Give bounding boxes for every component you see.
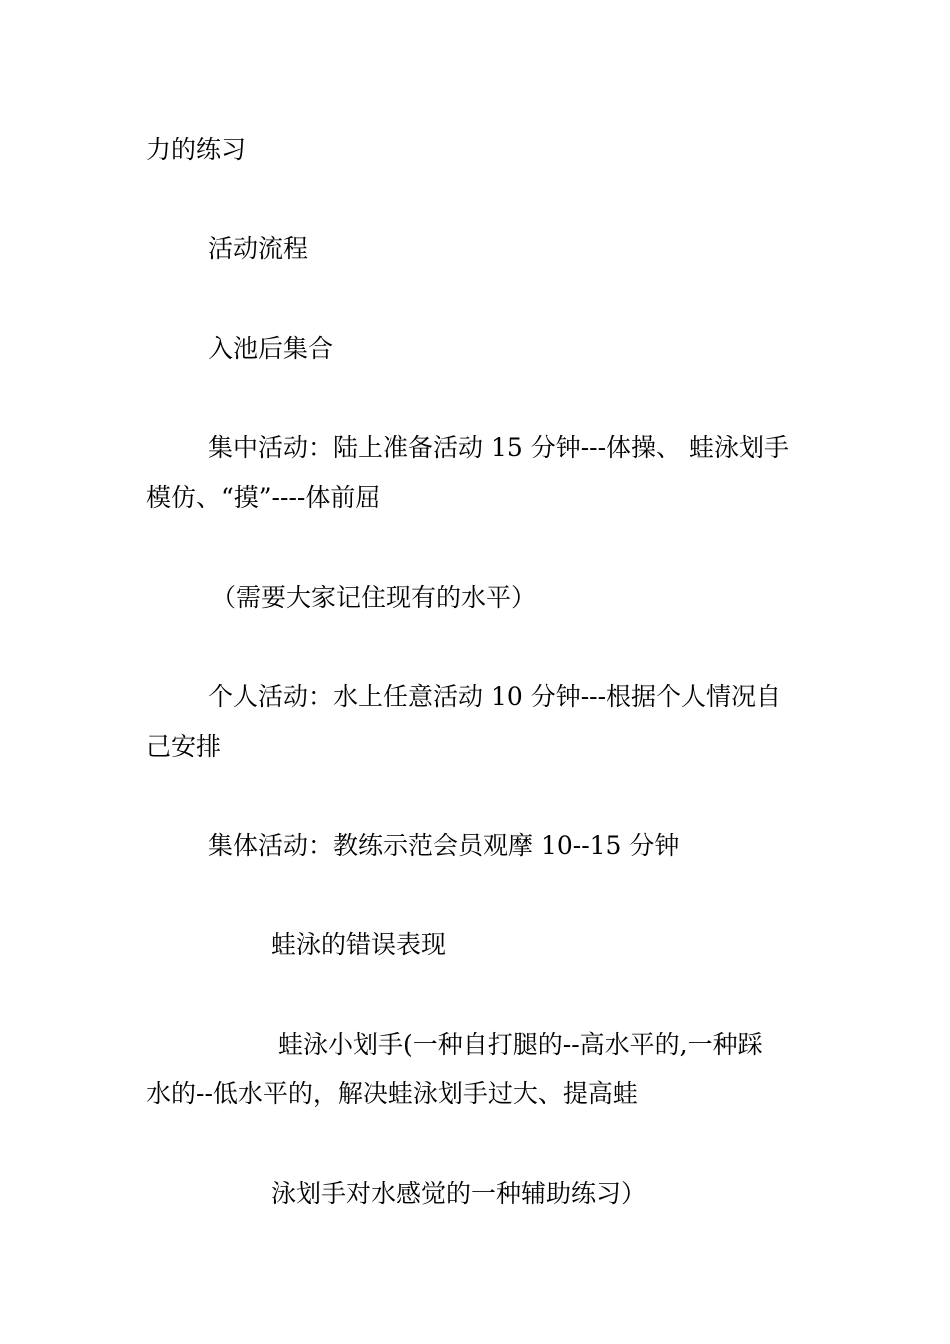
paragraph-line: 集中活动：陆上准备活动 15 分钟---体操、 蛙泳划手 (208, 433, 789, 462)
paragraph-line: 模仿、“摸”----体前屈 (146, 483, 381, 512)
text-line: 入池后集合 (208, 334, 334, 363)
paragraph-line: 个人活动：水上任意活动 10 分钟---根据个人情况自 (208, 682, 782, 711)
parenthetical-note: （需要大家记住现有的水平） (211, 583, 537, 612)
paragraph-line: 蛙泳小划手(一种自打腿的--高水平的,一种踩 (278, 1030, 763, 1059)
paragraph-line: 集体活动：教练示范会员观摩 10--15 分钟 (208, 831, 680, 860)
sub-heading-breaststroke-errors: 蛙泳的错误表现 (271, 930, 447, 959)
paragraph-line: 泳划手对水感觉的一种辅助练习） (271, 1179, 647, 1208)
paragraph-line: 水的--低水平的，解决蛙泳划手过大、提高蛙 (146, 1079, 638, 1108)
text-line: 力的练习 (146, 135, 247, 164)
section-heading-activity-flow: 活动流程 (208, 234, 309, 263)
paragraph-line: 己安排 (146, 732, 222, 761)
